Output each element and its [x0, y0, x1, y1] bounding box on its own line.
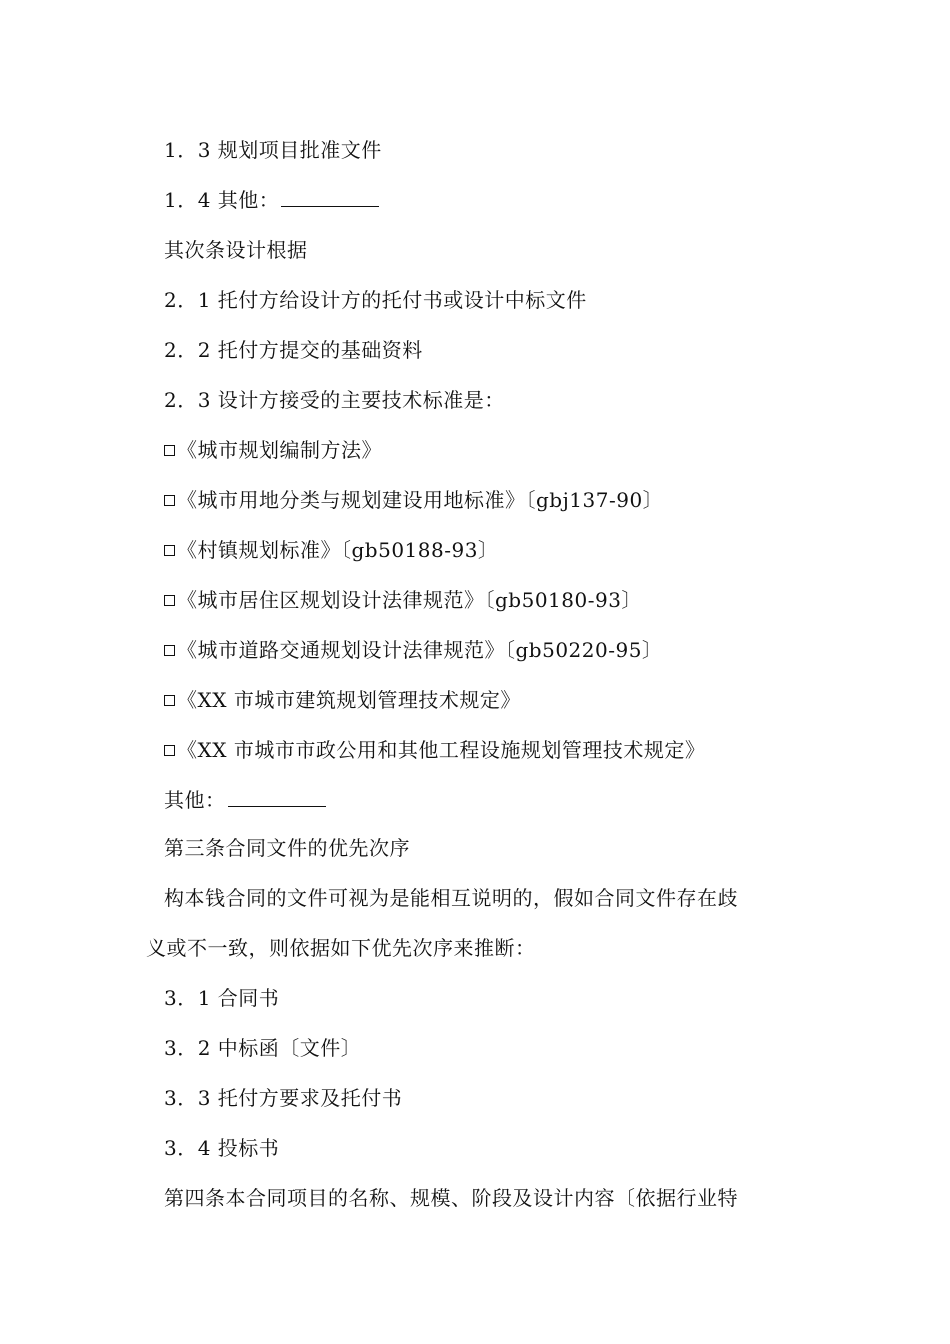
fill-blank	[228, 788, 326, 807]
standard-item: 《城市道路交通规划设计法律规范》〔gb50220-95〕	[164, 637, 662, 663]
standard-item: 《村镇规划标准》〔gb50188-93〕	[164, 537, 498, 563]
checkbox-icon	[164, 545, 175, 556]
clause-2-2: 2．2 托付方提交的基础资料	[164, 338, 423, 362]
clause-2-3: 2．3 设计方接受的主要技术标准是：	[164, 388, 505, 412]
standard-item: 《城市用地分类与规划建设用地标准》〔gbj137-90〕	[164, 487, 663, 513]
checkbox-icon	[164, 445, 175, 456]
standard-item: 《XX 市城市市政公用和其他工程设施规划管理技术规定》	[164, 737, 705, 763]
article-4-heading: 第四条本合同项目的名称、规模、阶段及设计内容〔依据行业特	[164, 1186, 738, 1210]
clause-2-1: 2．1 托付方给设计方的托付书或设计中标文件	[164, 288, 587, 312]
article-3-paragraph-line-2: 义或不一致，则依据如下优先次序来推断：	[146, 936, 536, 960]
article-2-heading: 其次条设计根据	[164, 238, 308, 262]
clause-1-3: 1．3 规划项目批准文件	[164, 138, 382, 162]
checkbox-icon	[164, 595, 175, 606]
article-3-paragraph-line-1: 构本钱合同的文件可视为是能相互说明的，假如合同文件存在歧	[164, 886, 738, 910]
clause-3-4: 3．4 投标书	[164, 1136, 280, 1160]
fill-blank	[281, 188, 379, 207]
clause-1-4: 1．4 其他：	[164, 187, 379, 213]
standard-item: 《城市居住区规划设计法律规范》〔gb50180-93〕	[164, 587, 642, 613]
standard-item: 《城市规划编制方法》	[164, 437, 382, 463]
checkbox-icon	[164, 645, 175, 656]
clause-3-2: 3．2 中标函〔文件〕	[164, 1036, 362, 1060]
article-3-heading: 第三条合同文件的优先次序	[164, 836, 410, 860]
clause-3-1: 3．1 合同书	[164, 986, 280, 1010]
standard-item: 《XX 市城市建筑规划管理技术规定》	[164, 687, 521, 713]
checkbox-icon	[164, 495, 175, 506]
checkbox-icon	[164, 745, 175, 756]
checkbox-icon	[164, 695, 175, 706]
clause-3-3: 3．3 托付方要求及托付书	[164, 1086, 403, 1110]
other-standard: 其他：	[164, 787, 326, 813]
